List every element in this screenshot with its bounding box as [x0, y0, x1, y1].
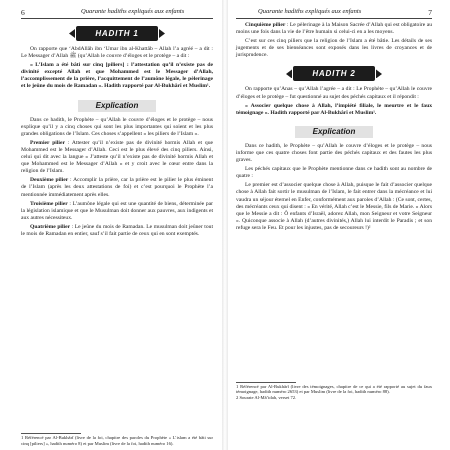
hadith-intro: On rapporte que ‘AbdAllâh ibn ‘Umar ibn al-Khattâb – Allah l’a agréé – a dit : Le Messager d’Allah ﷺ (qu’Allah le couvre d’éloges et le protège – a dit : [21, 46, 213, 60]
explication-heading-wrap [21, 95, 213, 113]
pillar-label: Quatrième pilier [30, 223, 71, 230]
pillar-paragraph [21, 177, 213, 198]
left-page [0, 0, 222, 450]
explanation-paragraph: C’est sur ces cinq piliers que la religion de l’Islam a été bâtie. Les détails de ses jugements et de ses bienséances sont exposés dans les livres de croyances et de jurisprudence. [236, 38, 432, 59]
explanation-paragraph: Dans ce hadith, le Prophète – qu’Allah le couvre d’éloges et le protège – nous explique qu’il y a cinq choses qui sont les plus importantes qui soient et les plus grandes obligations de l’Islam. Ces choses s’appellent « les piliers de l’Islam ». [21, 116, 213, 137]
pillar-text: : Attester qu’il n’existe pas de divinité hormis Allah et que Mohammed est le Messager d’Allah. Ceci est le plus élevé des cinq piliers. Ainsi, celui qui dit avec la langue « J’atteste qu’il n’existe pas de divinité hormis Allah et que Mohammed est le Messager d’Allah » et y croit avec le cœur entre dans la religion de l’Islam. [21, 139, 213, 175]
right-page [228, 0, 450, 450]
hadith-quote: « L’Islam a été bâti sur cinq [piliers] : l’attestation qu’il n’existe pas de divinité excepté Allah et que Mohammed est le Messager d’Allah, l’accomplissement de la prière, l’acquittement de l’aumône légale, le pèlerinage et le jeûne du mois de Ramadan ». Hadith rapporté par Al-Bukhârî et Muslim¹. [21, 62, 213, 90]
explication-heading: Explication [78, 100, 157, 112]
running-header [236, 0, 432, 22]
footnote-rule [21, 433, 81, 434]
page-number: 7 [428, 8, 432, 17]
explanation-paragraph: Les péchés capitaux que le Prophète mentionne dans ce hadith sont au nombre de quatre : [236, 166, 432, 180]
hadith-badge: HADITH 2 [293, 66, 375, 81]
pillar-text: : Accomplir la prière, car la prière est le pilier le plus éminent de l’Islam (après les deux attestations de foi) et c’est pourquoi le Prophète l’a mentionnée immédiatement après elles. [21, 177, 213, 198]
header-rule [21, 18, 213, 19]
pillar-paragraph [21, 201, 213, 222]
footnote: 1 Référencé par Al-Bukhârî (livre des témoignages, chapitre de ce qui a été rapporté au sujet du faux témoignage, hadith numéro 2653) et par Muslim (livre de la foi, hadith numéro 88). [236, 383, 432, 395]
hadith-intro: On rapporte qu’Anas – qu’Allah l’agrée – a dit : Le Prophète – qu’Allah le couvre d’éloges et le protège – fut questionné au sujet des péchés capitaux et il répondit : [236, 86, 432, 100]
pillar-text: : Le pèlerinage à la Maison Sacrée d’Allah qui est obligatoire au moins une fois dans la vie de l’être humain si celui-ci en a les moyens. [236, 22, 432, 36]
pillar-text: : Le jeûne du mois de Ramadan. Le musulman doit jeûner tout le mois de Ramadan en entier, sauf s’il fait partie de ceux qui en sont exemptés. [21, 223, 214, 237]
pillar-label: Troisième pilier [30, 200, 68, 207]
pillar-label: Premier pilier [30, 139, 65, 146]
pillar-paragraph [21, 224, 213, 238]
footnote: 2 Sourate Al-Mâ’idah, verset 72. [236, 394, 297, 400]
running-title: Quarante hadiths expliqués aux enfants [258, 8, 362, 15]
pillar-text: : L’aumône légale qui est une quantité de biens, déterminée par la législation islamique et que le Musulman doit donner aux pauvres, aux indigents et aux autres nécessiteux. [21, 200, 213, 221]
explanation-paragraph: Le premier est d’associer quelque chose à Allah, puisque le fait d’associer quelque chose à Allah fait sortir le musulman de l’Islam, le fait entrer dans la mécréance et lui vaudra un séjour éternel en Enfer, conformément aux paroles d’Allah : (Ce sont, certes, des mécréants ceux qui disent : « En vérité, Allah c’est le Messie, fils de Marie. » Alors que le Messie a dit : Ô enfants d’Israël, adorez Allah, mon Seigneur et votre Seigneur ». Quiconque associe à Allah (d’autres divinités,) Allah lui interdit le Paradis ; et son refuge sera le Feu. Et pour les injustes, pas de secoureurs !)² [236, 182, 432, 231]
hadith-quote: « Associer quelque chose à Allah, l’impiété filiale, le meurtre et le faux témoignage ». Hadith rapporté par Al-Bukhârî et Muslim¹. [236, 102, 432, 116]
footnote-rule [236, 382, 296, 383]
page-number: 6 [21, 8, 25, 17]
pillar-paragraph [21, 140, 213, 175]
pillar-label: Deuxième pilier [30, 177, 69, 184]
running-title: Quarante hadiths expliqués aux enfants [81, 8, 185, 15]
header-rule [236, 18, 432, 19]
pillar-paragraph [236, 22, 432, 36]
hadith-badge-wrap [236, 63, 432, 81]
explanation-paragraph: Dans ce hadith, le Prophète – qu’Allah le couvre d’éloges et le protège – nous informe que ces quatre choses font partie des péchés capitaux et des fautes les plus graves. [236, 142, 432, 164]
footnotes [236, 382, 432, 400]
pillar-label: Cinquième pilier [245, 22, 286, 28]
explication-heading-wrap [236, 121, 432, 139]
hadith-badge-wrap [21, 23, 213, 41]
hadith-badge: HADITH 1 [76, 26, 158, 41]
explication-heading: Explication [295, 126, 374, 138]
running-header [21, 0, 213, 22]
footnote: 1 Référencé par Al-Bukhârî (livre de la foi, chapitre des paroles du Prophète « L’islam a été bâti sur cinq [piliers] », hadith numéro 8) et par Muslim (livre de la foi, hadith numéro 16). [21, 435, 213, 446]
footnotes [21, 433, 213, 446]
